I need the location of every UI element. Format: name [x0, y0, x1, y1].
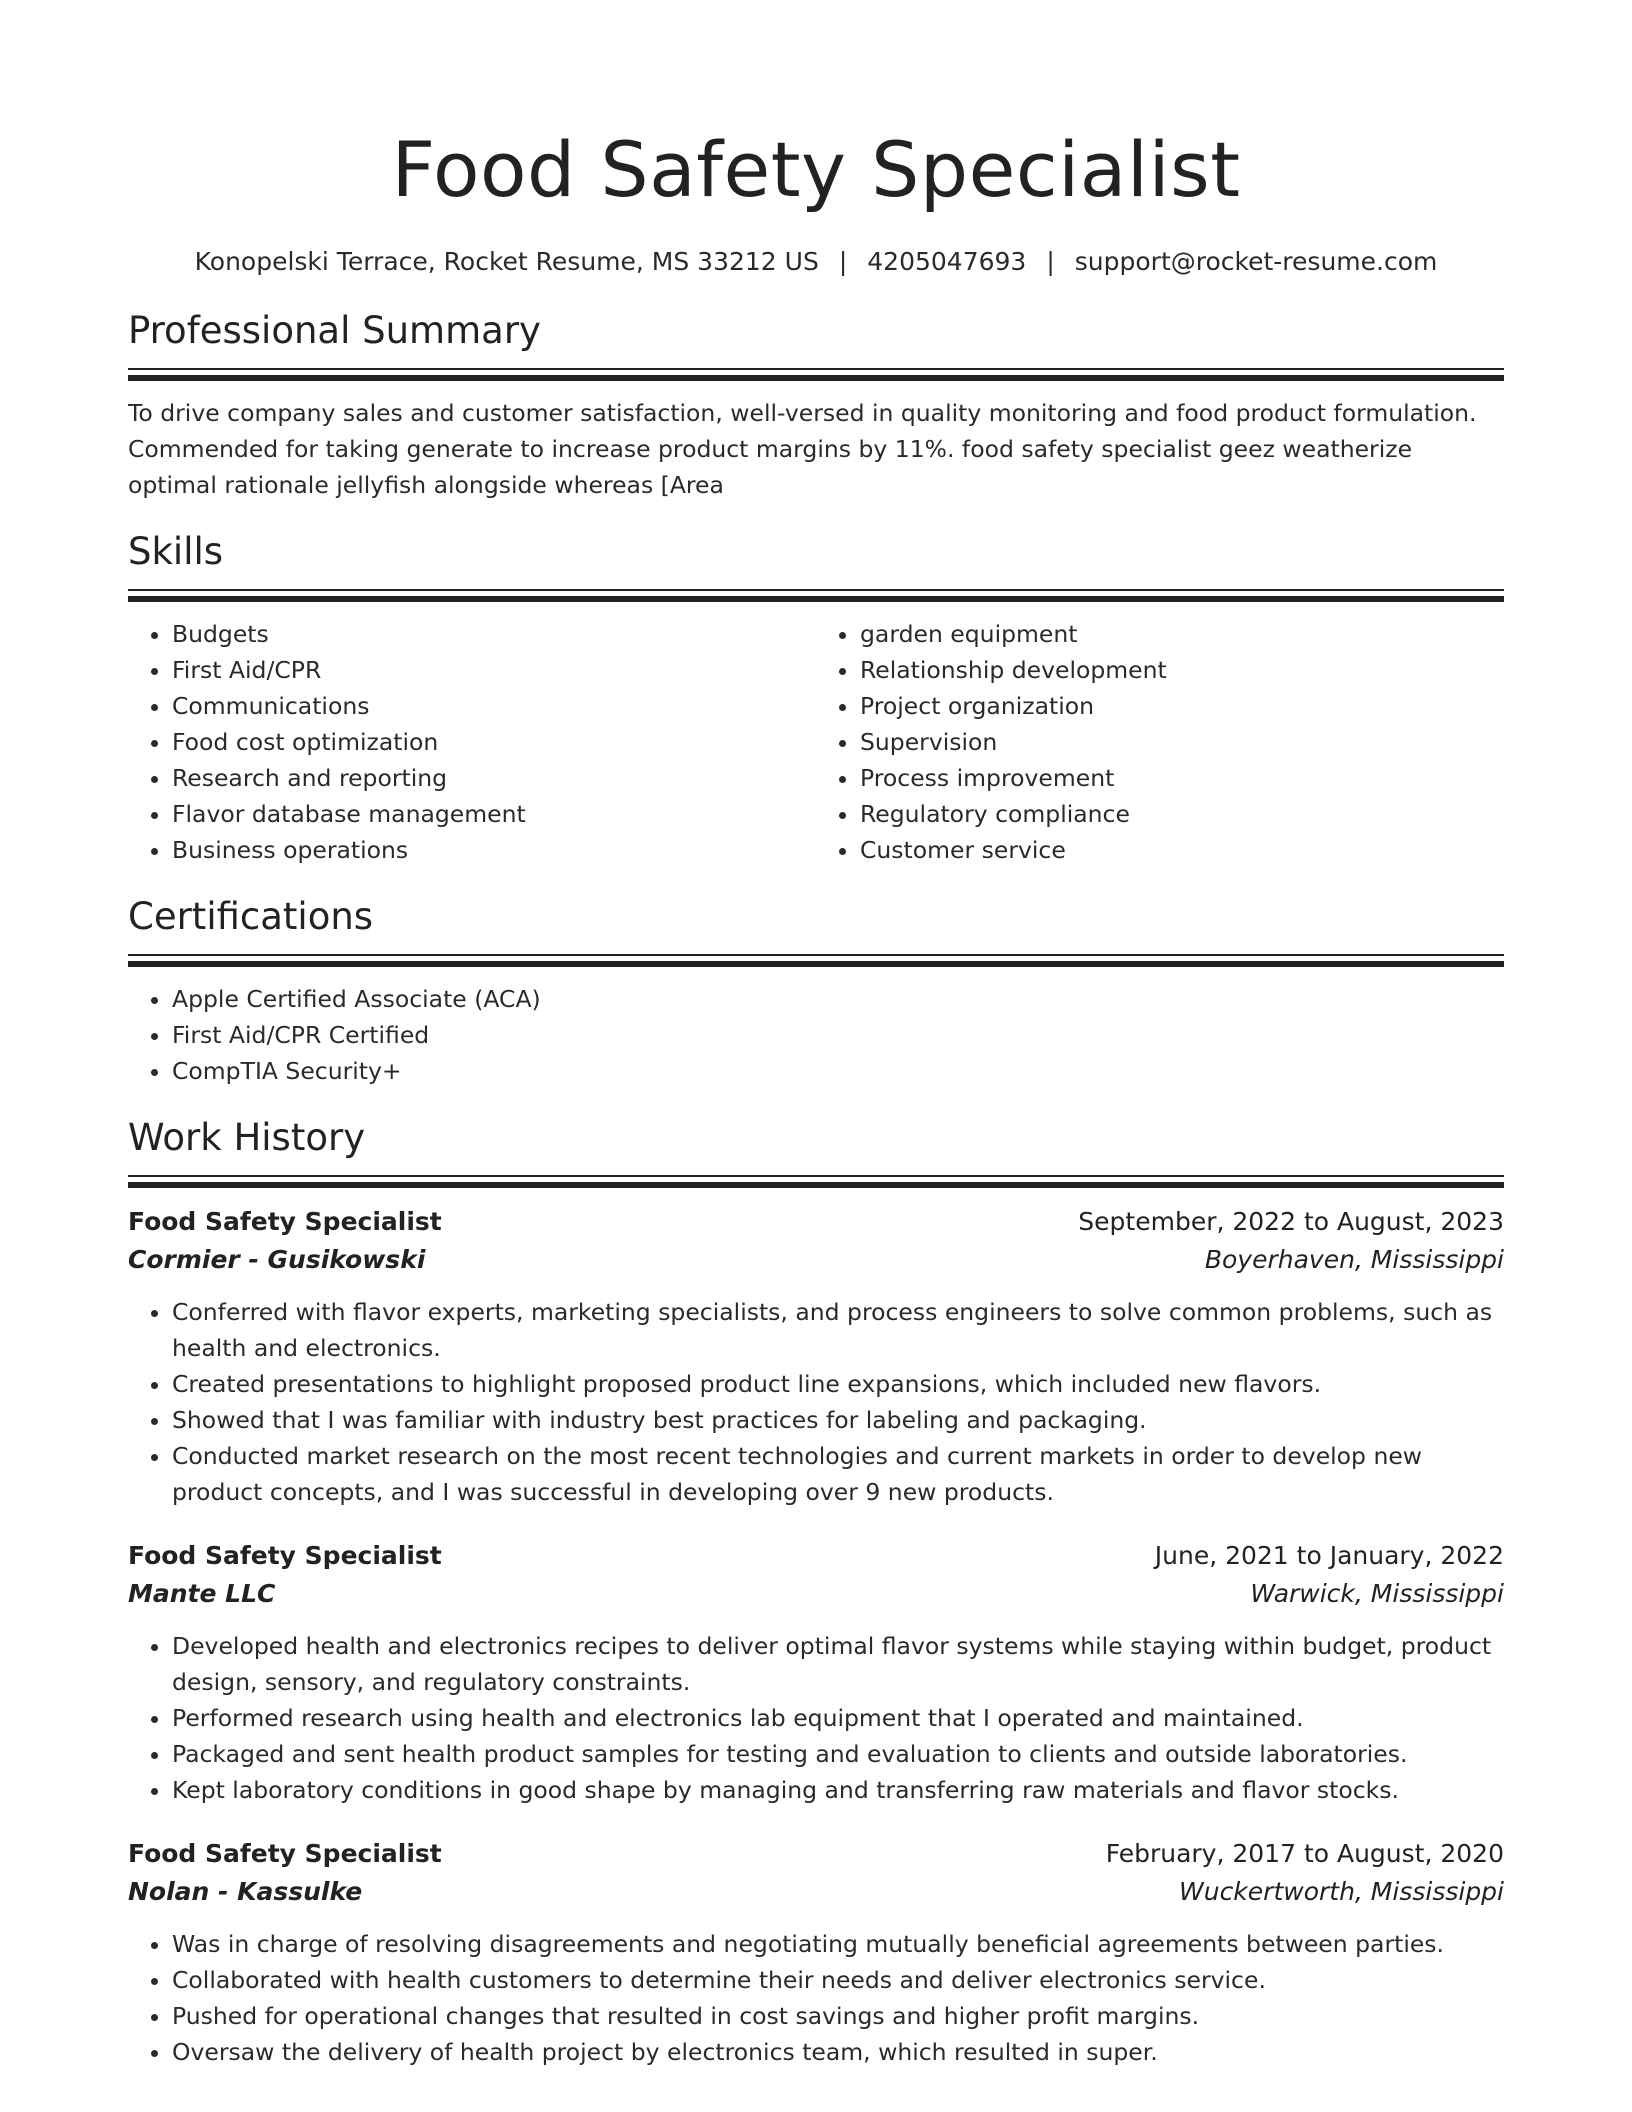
job-company: Cormier - Gusikowski: [128, 1245, 426, 1274]
skill-item: • Communications: [172, 688, 816, 724]
job-bullet: • Oversaw the delivery of health project by electronics team, which resulted in super.: [172, 2034, 1504, 2070]
skill-item: • Relationship development: [860, 652, 1504, 688]
job-bullet: • Kept laboratory conditions in good shape by managing and transferring raw materials and flavor stocks.: [172, 1772, 1504, 1808]
job-bullet: • Performed research using health and electronics lab equipment that I operated and maintained.: [172, 1700, 1504, 1736]
certification-item: • First Aid/CPR Certified: [172, 1017, 1504, 1053]
job-bullet: • Conferred with flavor experts, marketing specialists, and process engineers to solve common problems, such as health and electronics.: [172, 1294, 1504, 1366]
skill-item: • Research and reporting: [172, 760, 816, 796]
skill-item: • Regulatory compliance: [860, 796, 1504, 832]
job-subheader: [128, 1576, 1504, 1612]
job-company: Nolan - Kassulke: [128, 1877, 363, 1906]
job-bullets: [128, 1628, 1504, 1808]
section-title-certifications: Certifications: [128, 895, 374, 938]
job-bullets: [128, 1294, 1504, 1510]
section-title-summary: Professional Summary: [128, 309, 541, 352]
job-bullet: • Was in charge of resolving disagreements and negotiating mutually beneficial agreements between parties.: [172, 1926, 1504, 1962]
job-title: Food Safety Specialist: [128, 1541, 442, 1570]
section-divider: [128, 368, 1504, 381]
job-dates: September, 2022 to August, 2023: [1078, 1207, 1504, 1236]
job-bullet: • Packaged and sent health product samples for testing and evaluation to clients and outside laboratories.: [172, 1736, 1504, 1772]
skill-item: • Flavor database management: [172, 796, 816, 832]
job-dates: February, 2017 to August, 2020: [1105, 1839, 1504, 1868]
skills-list-left: [128, 616, 816, 868]
job-bullet: • Created presentations to highlight proposed product line expansions, which included new flavors.: [172, 1366, 1504, 1402]
job-header: [128, 1834, 1504, 1874]
certification-item: • Apple Certified Associate (ACA): [172, 981, 1504, 1017]
certification-item: • CompTIA Security+: [172, 1053, 1504, 1089]
skill-item: • Food cost optimization: [172, 724, 816, 760]
summary-section: [128, 306, 1504, 503]
job-title: Food Safety Specialist: [128, 1839, 442, 1868]
skills-list-right: [816, 616, 1504, 868]
resume-name: Food Safety Specialist: [391, 125, 1241, 214]
skill-item: • Budgets: [172, 616, 816, 652]
skills-grid: [128, 616, 1504, 868]
skill-item: • Business operations: [172, 832, 816, 868]
job-header: [128, 1202, 1504, 1242]
work-history-section: [128, 1113, 1504, 2070]
job-location: Boyerhaven, Mississippi: [1204, 1245, 1504, 1274]
section-title-work-history: Work History: [128, 1116, 366, 1159]
job-entry: [128, 1202, 1504, 1510]
job-bullet: • Developed health and electronics recipes to deliver optimal flavor systems while staying within budget, product design, sensory, and regulatory constraints.: [172, 1628, 1504, 1700]
job-header: [128, 1536, 1504, 1576]
job-location: Wuckertworth, Mississippi: [1179, 1877, 1504, 1906]
job-entry: [128, 1834, 1504, 2070]
job-subheader: [128, 1242, 1504, 1278]
job-entry: [128, 1536, 1504, 1808]
contact-separator: |: [1046, 247, 1055, 276]
skill-item: • Process improvement: [860, 760, 1504, 796]
job-title: Food Safety Specialist: [128, 1207, 442, 1236]
job-bullet: • Conducted market research on the most recent technologies and current markets in order to develop new product concepts, and I was successful in developing over 9 new products.: [172, 1438, 1504, 1510]
section-divider: [128, 589, 1504, 602]
resume-page: [128, 118, 1504, 2070]
summary-text: To drive company sales and customer satisfaction, well-versed in quality monitoring and food product formulation. Commended for taking generate to increase product margins by 11%. food safety specialist geez weatherize optimal rationale jellyfish alongside whereas [Area: [128, 399, 1477, 499]
section-divider: [128, 1175, 1504, 1188]
contact-line: [128, 244, 1504, 280]
certifications-list: [128, 981, 1504, 1089]
skill-item: • garden equipment: [860, 616, 1504, 652]
certifications-section: [128, 892, 1504, 1089]
skill-item: • Project organization: [860, 688, 1504, 724]
skill-item: • Customer service: [860, 832, 1504, 868]
job-subheader: [128, 1874, 1504, 1910]
section-divider: [128, 954, 1504, 967]
skill-item: • Supervision: [860, 724, 1504, 760]
job-bullet: • Pushed for operational changes that resulted in cost savings and higher profit margins.: [172, 1998, 1504, 2034]
job-company: Mante LLC: [128, 1579, 276, 1608]
job-bullet: • Collaborated with health customers to determine their needs and deliver electronics service.: [172, 1962, 1504, 1998]
skills-section: [128, 527, 1504, 868]
contact-phone: 4205047693: [867, 247, 1027, 276]
contact-address: Konopelski Terrace, Rocket Resume, MS 33212 US: [194, 247, 819, 276]
job-location: Warwick, Mississippi: [1250, 1579, 1504, 1608]
section-title-skills: Skills: [128, 530, 224, 573]
contact-email: support@rocket-resume.com: [1074, 247, 1438, 276]
job-bullets: [128, 1926, 1504, 2070]
contact-separator: |: [838, 247, 848, 276]
job-dates: June, 2021 to January, 2022: [1154, 1541, 1504, 1570]
job-bullet: • Showed that I was familiar with industry best practices for labeling and packaging.: [172, 1402, 1504, 1438]
skill-item: • First Aid/CPR: [172, 652, 816, 688]
